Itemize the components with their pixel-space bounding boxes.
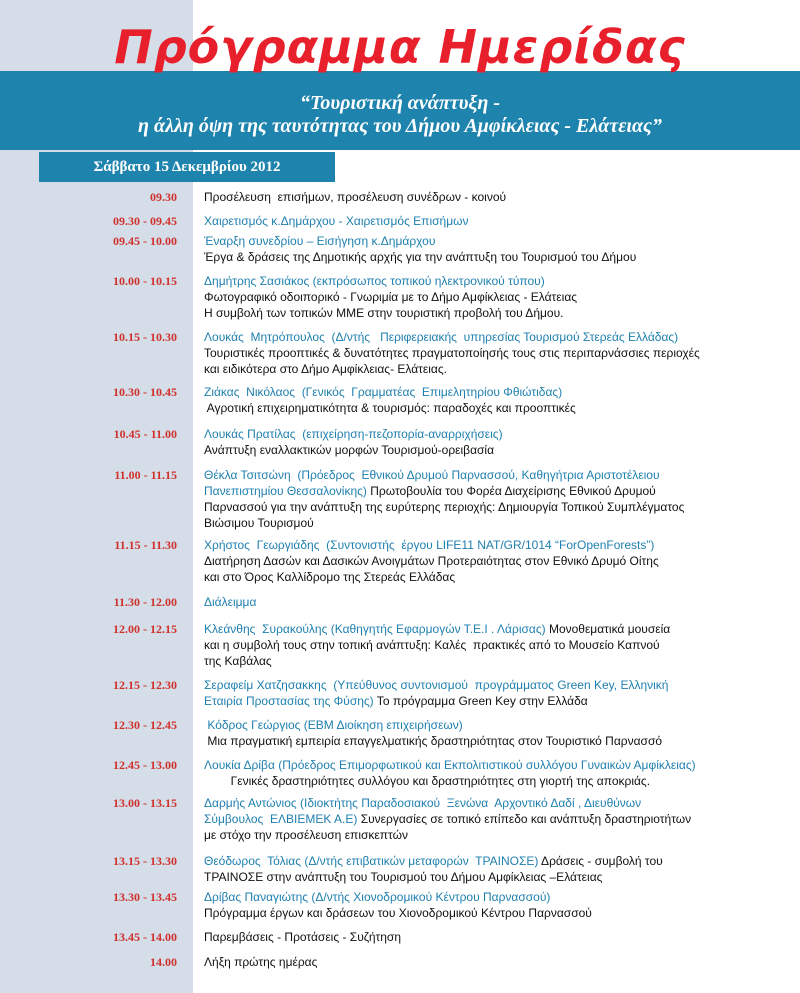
entry-line xyxy=(204,400,794,416)
subtitle xyxy=(0,92,800,138)
topic-text: και η συμβολή τους στην τοπική ανάπτυξη: Καλές πρακτικές από το Μουσείο Καπνού xyxy=(204,638,660,652)
entry-line xyxy=(204,329,794,345)
speaker-text: Θεόδωρος Τόλιας (Δ/ντής επιβατικών μεταφορών ΤΡΑΙΝΟΣΕ) xyxy=(204,854,539,868)
date-heading: Σάββατο 15 Δεκεμβρίου 2012 xyxy=(39,152,335,182)
entry-line xyxy=(204,345,794,361)
speaker-text: Σύμβουλος ΕΛΒΙΕΜΕΚ Α.Ε) xyxy=(204,812,358,826)
schedule-entry xyxy=(204,426,794,458)
schedule-entry xyxy=(204,384,794,416)
entry-line xyxy=(204,537,794,553)
time-slot: 11.15 - 11.30 xyxy=(114,538,177,552)
topic-text: Παρεμβάσεις - Προτάσεις - Συζήτηση xyxy=(204,930,401,944)
schedule-entry xyxy=(204,795,794,843)
entry-line xyxy=(204,483,794,499)
entry-line xyxy=(204,273,794,289)
time-slot: 14.00 xyxy=(150,955,177,969)
topic-text: Λήξη πρώτης ημέρας xyxy=(204,955,318,969)
time-slot: 12.30 - 12.45 xyxy=(113,718,177,732)
speaker-text: Εταιρία Προστασίας της Φύσης) xyxy=(204,694,374,708)
time-slot: 13.30 - 13.45 xyxy=(113,890,177,904)
speaker-text: Δρίβας Παναγιώτης (Δ/ντής Χιονοδρομικού Κέντρου Παρνασσού) xyxy=(204,890,551,904)
entry-line xyxy=(204,869,794,885)
topic-text: Έργα & δράσεις της Δημοτικής αρχής για την ανάπτυξη του Τουρισμού του Δήμου xyxy=(204,250,637,264)
entry-line xyxy=(204,515,794,531)
time-slot: 09.30 - 09.45 xyxy=(113,214,177,228)
time-slot: 11.30 - 12.00 xyxy=(113,595,177,609)
time-slot: 13.15 - 13.30 xyxy=(113,854,177,868)
schedule-entry xyxy=(204,189,794,205)
topic-text: και στο Όρος Καλλίδρομο της Στερεάς Ελλάδας xyxy=(204,570,456,584)
time-slot: 10.30 - 10.45 xyxy=(113,385,177,399)
entry-line xyxy=(204,795,794,811)
entry-line xyxy=(204,467,794,483)
speaker-text: Ζιάκας Νικόλαος (Γενικός Γραμματέας Επιμελητηρίου Φθιώτιδας) xyxy=(204,385,563,399)
schedule-entry xyxy=(204,757,794,789)
topic-text: Τουριστικές προοπτικές & δυνατότητες πραγματοποίησής τους στις περιπαρνάσσιες περιοχές xyxy=(204,346,700,360)
speaker-text: Έναρξη συνεδρίου – Εισήγηση κ.Δημάρχου xyxy=(204,234,436,248)
speaker-text: Λουκάς Μητρόπουλος (Δ/ντής Περιφερειακής υπηρεσίας Τουρισμού Στερεάς Ελλάδας) xyxy=(204,330,679,344)
topic-text: Ανάπτυξη εναλλακτικών μορφών Τουρισμού-ορειβασία xyxy=(204,443,495,457)
schedule-entry xyxy=(204,717,794,749)
time-slot: 13.00 - 13.15 xyxy=(113,796,177,810)
topic-text: Παρνασσού για την ανάπτυξη της ευρύτερης περιοχής: Δημιουργία Τοπικού Συμπλέγματος xyxy=(204,500,685,514)
speaker-text: Χρήστος Γεωργιάδης (Συντονιστής έργου LIFE11 NAT/GR/1014 “ForOpenForests”) xyxy=(204,538,655,552)
topic-text: ΤΡΑΙΝΟΣΕ στην ανάπτυξη του Τουρισμού του Δήμου Αμφίκλειας –Ελάτειας xyxy=(204,870,603,884)
entry-line xyxy=(204,653,794,669)
speaker-text: Σεραφείμ Χατζησακκης (Υπεύθυνος συντονισμού προγράμματος Green Key, Ελληνική xyxy=(204,678,669,692)
topic-text: και ειδικότερα στο Δήμο Αμφίκλειας- Ελάτειας. xyxy=(204,362,447,376)
schedule-entry xyxy=(204,853,794,885)
subtitle-line-1: “Τουριστική ανάπτυξη - xyxy=(299,92,501,114)
topic-text: Δράσεις - συμβολή του xyxy=(538,854,663,868)
time-slot: 10.00 - 10.15 xyxy=(113,274,177,288)
topic-text: Η συμβολή των τοπικών ΜΜΕ στην τουριστική προβολή του Δήμου. xyxy=(204,306,564,320)
topic-text: Μονοθεματικά μουσεία xyxy=(545,622,671,636)
topic-text: Φωτογραφικό οδοιπορικό - Γνωριμία με το Δήμο Αμφίκλειας - Ελάτειας xyxy=(204,290,578,304)
entry-line xyxy=(204,637,794,653)
subtitle-line-2: η άλλη όψη της ταυτότητας του Δήμου Αμφίκλειας - Ελάτειας” xyxy=(138,115,662,137)
schedule-entry xyxy=(204,594,794,610)
time-slot: 12.00 - 12.15 xyxy=(113,622,177,636)
entry-line xyxy=(204,594,794,610)
speaker-text: Λουκία Δρίβα (Πρόεδρος Επιμορφωτικού και Εκπολιτιστικού συλλόγου Γυναικών Αμφίκλειας) xyxy=(204,758,696,772)
speaker-text: Πανεπιστημίου Θεσσαλονίκης) xyxy=(204,484,367,498)
topic-text: Συνεργασίες σε τοπικό επίπεδο και ανάπτυξη δραστηριοτήτων xyxy=(357,812,692,826)
schedule-entry xyxy=(204,233,794,265)
schedule-entry xyxy=(204,537,794,585)
entry-line xyxy=(204,827,794,843)
topic-text: με στόχο την προσέλευση επισκεπτών xyxy=(204,828,408,842)
speaker-text: Λουκάς Πρατίλας (επιχείρηση-πεζοπορία-αναρριχήσεις) xyxy=(204,427,503,441)
entry-line xyxy=(204,905,794,921)
time-slot: 12.45 - 13.00 xyxy=(113,758,177,772)
entry-line xyxy=(204,442,794,458)
entry-line xyxy=(204,853,794,869)
topic-text: Βιώσιμου Τουρισμού xyxy=(204,516,314,530)
page-title: Πρόγραμμα Ημερίδας xyxy=(114,20,686,74)
time-slot: 13.45 - 14.00 xyxy=(113,930,177,944)
entry-line xyxy=(204,426,794,442)
entry-line xyxy=(204,361,794,377)
speaker-text: Διάλειμμα xyxy=(204,595,257,609)
entry-line xyxy=(204,569,794,585)
entry-line xyxy=(204,954,794,970)
schedule-entry xyxy=(204,954,794,970)
speaker-text: Κόδρος Γεώργιος (ΕΒΜ Διοίκηση επιχειρήσεων) xyxy=(204,718,463,732)
schedule-entry xyxy=(204,621,794,669)
topic-text: της Καβάλας xyxy=(204,654,272,668)
entry-line xyxy=(204,213,794,229)
topic-text: Γενικές δραστηριότητες συλλόγου και δραστηριότητες στη γιορτή της αποκριάς. xyxy=(204,774,651,788)
time-slot: 09.45 - 10.00 xyxy=(113,234,177,248)
schedule-entry xyxy=(204,467,794,531)
topic-text: Το πρόγραμμα Green Key στην Ελλάδα xyxy=(373,694,588,708)
speaker-text: Δαρμής Αντώνιος (Ιδιοκτήτης Παραδοσιακού Ξενώνα Αρχοντικό Δαδί , Διευθύνων xyxy=(204,796,642,810)
schedule-entry xyxy=(204,889,794,921)
schedule-entry xyxy=(204,273,794,321)
entry-line xyxy=(204,621,794,637)
entry-line xyxy=(204,929,794,945)
schedule-entry xyxy=(204,213,794,229)
speaker-text: Δημήτρης Σασιάκος (εκπρόσωπος τοπικού ηλεκτρονικού τύπου) xyxy=(204,274,545,288)
time-slot: 11.00 - 11.15 xyxy=(114,468,177,482)
schedule-entry xyxy=(204,929,794,945)
entry-line xyxy=(204,305,794,321)
entry-line xyxy=(204,717,794,733)
entry-line xyxy=(204,889,794,905)
time-slot: 09.30 xyxy=(150,190,177,204)
topic-text: Μια πραγματική εμπειρία επαγγελματικής δραστηριότητας στον Τουριστικό Παρνασσό xyxy=(204,734,663,748)
time-slot: 12.15 - 12.30 xyxy=(113,678,177,692)
entry-line xyxy=(204,773,794,789)
entry-line xyxy=(204,499,794,515)
entry-line xyxy=(204,757,794,773)
entry-line xyxy=(204,733,794,749)
topic-text: Πρωτοβουλία του Φορέα Διαχείρισης Εθνικού Δρυμού xyxy=(366,484,656,498)
topic-text: Προσέλευση επισήμων, προσέλευση συνέδρων - κοινού xyxy=(204,190,507,204)
entry-line xyxy=(204,677,794,693)
entry-line xyxy=(204,189,794,205)
topic-text: Πρόγραμμα έργων και δράσεων του Χιονοδρομικού Κέντρου Παρνασσού xyxy=(204,906,592,920)
time-slot: 10.45 - 11.00 xyxy=(113,427,177,441)
speaker-text: Θέκλα Τσιτσώνη (Πρόεδρος Εθνικού Δρυμού Παρνασσού, Καθηγήτρια Αριστοτέλειου xyxy=(204,468,660,482)
entry-line xyxy=(204,289,794,305)
entry-line xyxy=(204,384,794,400)
speaker-text: Κλεάνθης Συρακούλης (Καθηγητής Εφαρμογών Τ.Ε.Ι . Λάρισας) xyxy=(204,622,546,636)
entry-line xyxy=(204,233,794,249)
topic-text: Αγροτική επιχειρηματικότητα & τουρισμός: παραδοχές και προοπτικές xyxy=(204,401,576,415)
entry-line xyxy=(204,553,794,569)
time-slot: 10.15 - 10.30 xyxy=(113,330,177,344)
entry-line xyxy=(204,811,794,827)
schedule-entry xyxy=(204,329,794,377)
entry-line xyxy=(204,249,794,265)
schedule-entry xyxy=(204,677,794,709)
entry-line xyxy=(204,693,794,709)
speaker-text: Χαιρετισμός κ.Δημάρχου - Χαιρετισμός Επισήμων xyxy=(204,214,469,228)
topic-text: Διατήρηση Δασών και Δασικών Ανοιγμάτων Προτεραιότητας στον Εθνικό Δρυμό Οίτης xyxy=(204,554,659,568)
